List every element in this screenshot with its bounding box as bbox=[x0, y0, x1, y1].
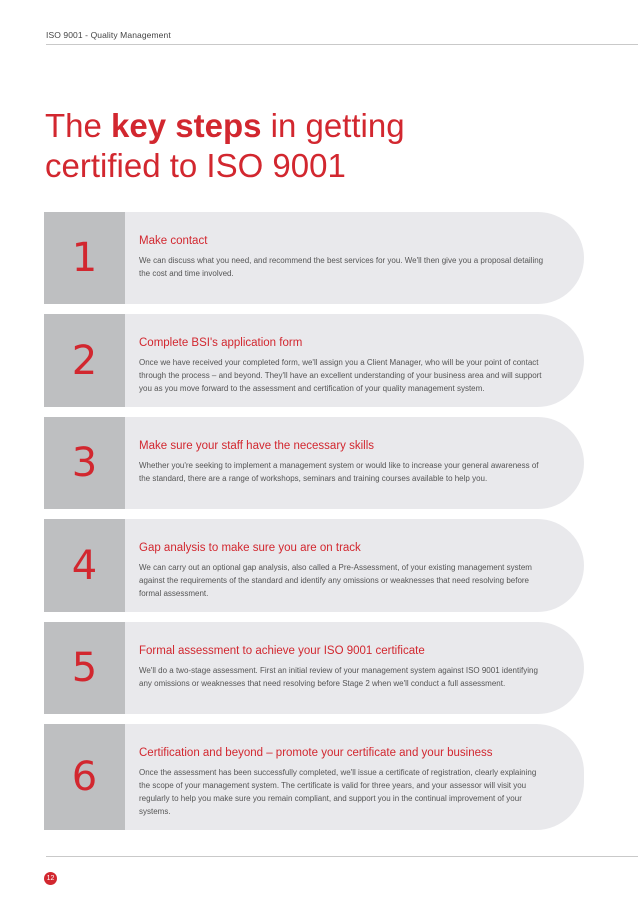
page-title bbox=[45, 106, 605, 186]
step-title: Certification and beyond – promote your certificate and your business bbox=[139, 747, 493, 759]
running-header: ISO 9001 - Quality Management bbox=[46, 30, 171, 40]
step-description: Once the assessment has been successfully completed, we'll issue a certificate of registration, clearly explaining the scope of your management system. The certificate is valid for three years, and your assessor will visit you regularly to help you make sure you remain compliant, and support you in the continual improvement of your systems. bbox=[139, 768, 537, 816]
step-number: 5 bbox=[71, 645, 98, 691]
step-description: Whether you're seeking to implement a management system or would like to increase your general awareness of the standard, there are a range of workshops, seminars and training courses available to help you. bbox=[139, 461, 539, 483]
title-emphasis: key steps bbox=[111, 107, 262, 144]
step-body bbox=[125, 212, 584, 304]
step-description: Once we have received your completed form, we'll assign you a Client Manager, who will be your point of contact through the process – and beyond. They'll have an excellent understanding of your business area and will support you as you move forward to the assessment and certification of your quality management system. bbox=[139, 358, 542, 393]
step-card-3 bbox=[44, 417, 584, 509]
title-prefix: The bbox=[45, 107, 112, 144]
step-number: 2 bbox=[71, 337, 98, 384]
steps-list bbox=[44, 212, 584, 840]
step-body bbox=[125, 724, 584, 830]
step-number-box bbox=[44, 314, 125, 407]
footer-divider bbox=[46, 856, 638, 857]
step-card-2 bbox=[44, 314, 584, 407]
step-number: 3 bbox=[71, 440, 98, 486]
header-divider bbox=[46, 44, 638, 45]
step-card-6 bbox=[44, 724, 584, 830]
step-number-box bbox=[44, 417, 125, 509]
step-description: We can carry out an optional gap analysis, also called a Pre-Assessment, of your existing management system against the requirements of the standard and identify any omissions or weaknesses that need resolving before formal assessment. bbox=[139, 563, 532, 598]
step-number-box bbox=[44, 519, 125, 612]
step-body bbox=[125, 519, 584, 612]
step-title: Gap analysis to make sure you are on track bbox=[139, 542, 361, 554]
step-title: Make contact bbox=[139, 235, 208, 247]
step-title: Formal assessment to achieve your ISO 9001 certificate bbox=[139, 645, 425, 657]
step-number-box bbox=[44, 622, 125, 714]
step-number: 1 bbox=[71, 235, 98, 281]
step-body bbox=[125, 622, 584, 714]
title-suffix: in getting bbox=[261, 107, 405, 144]
title-line-2: certified to ISO 9001 bbox=[45, 147, 346, 184]
step-title: Complete BSI's application form bbox=[139, 337, 303, 349]
step-description: We'll do a two-stage assessment. First an initial review of your management system against ISO 9001 identifying any omissions or weaknesses that need resolving before Stage 2 when we'll conduct a full assessment. bbox=[139, 666, 538, 688]
step-number-box bbox=[44, 212, 125, 304]
step-body bbox=[125, 417, 584, 509]
page-number-badge: 12 bbox=[44, 872, 57, 885]
step-description: We can discuss what you need, and recommend the best services for you. We'll then give you a proposal detailing the cost and time involved. bbox=[139, 256, 544, 278]
step-title: Make sure your staff have the necessary skills bbox=[139, 440, 375, 452]
step-number-box bbox=[44, 724, 125, 830]
step-body bbox=[125, 314, 584, 407]
step-card-1 bbox=[44, 212, 584, 304]
step-number: 4 bbox=[71, 542, 98, 589]
step-card-4 bbox=[44, 519, 584, 612]
step-card-5 bbox=[44, 622, 584, 714]
step-number: 6 bbox=[71, 754, 98, 800]
